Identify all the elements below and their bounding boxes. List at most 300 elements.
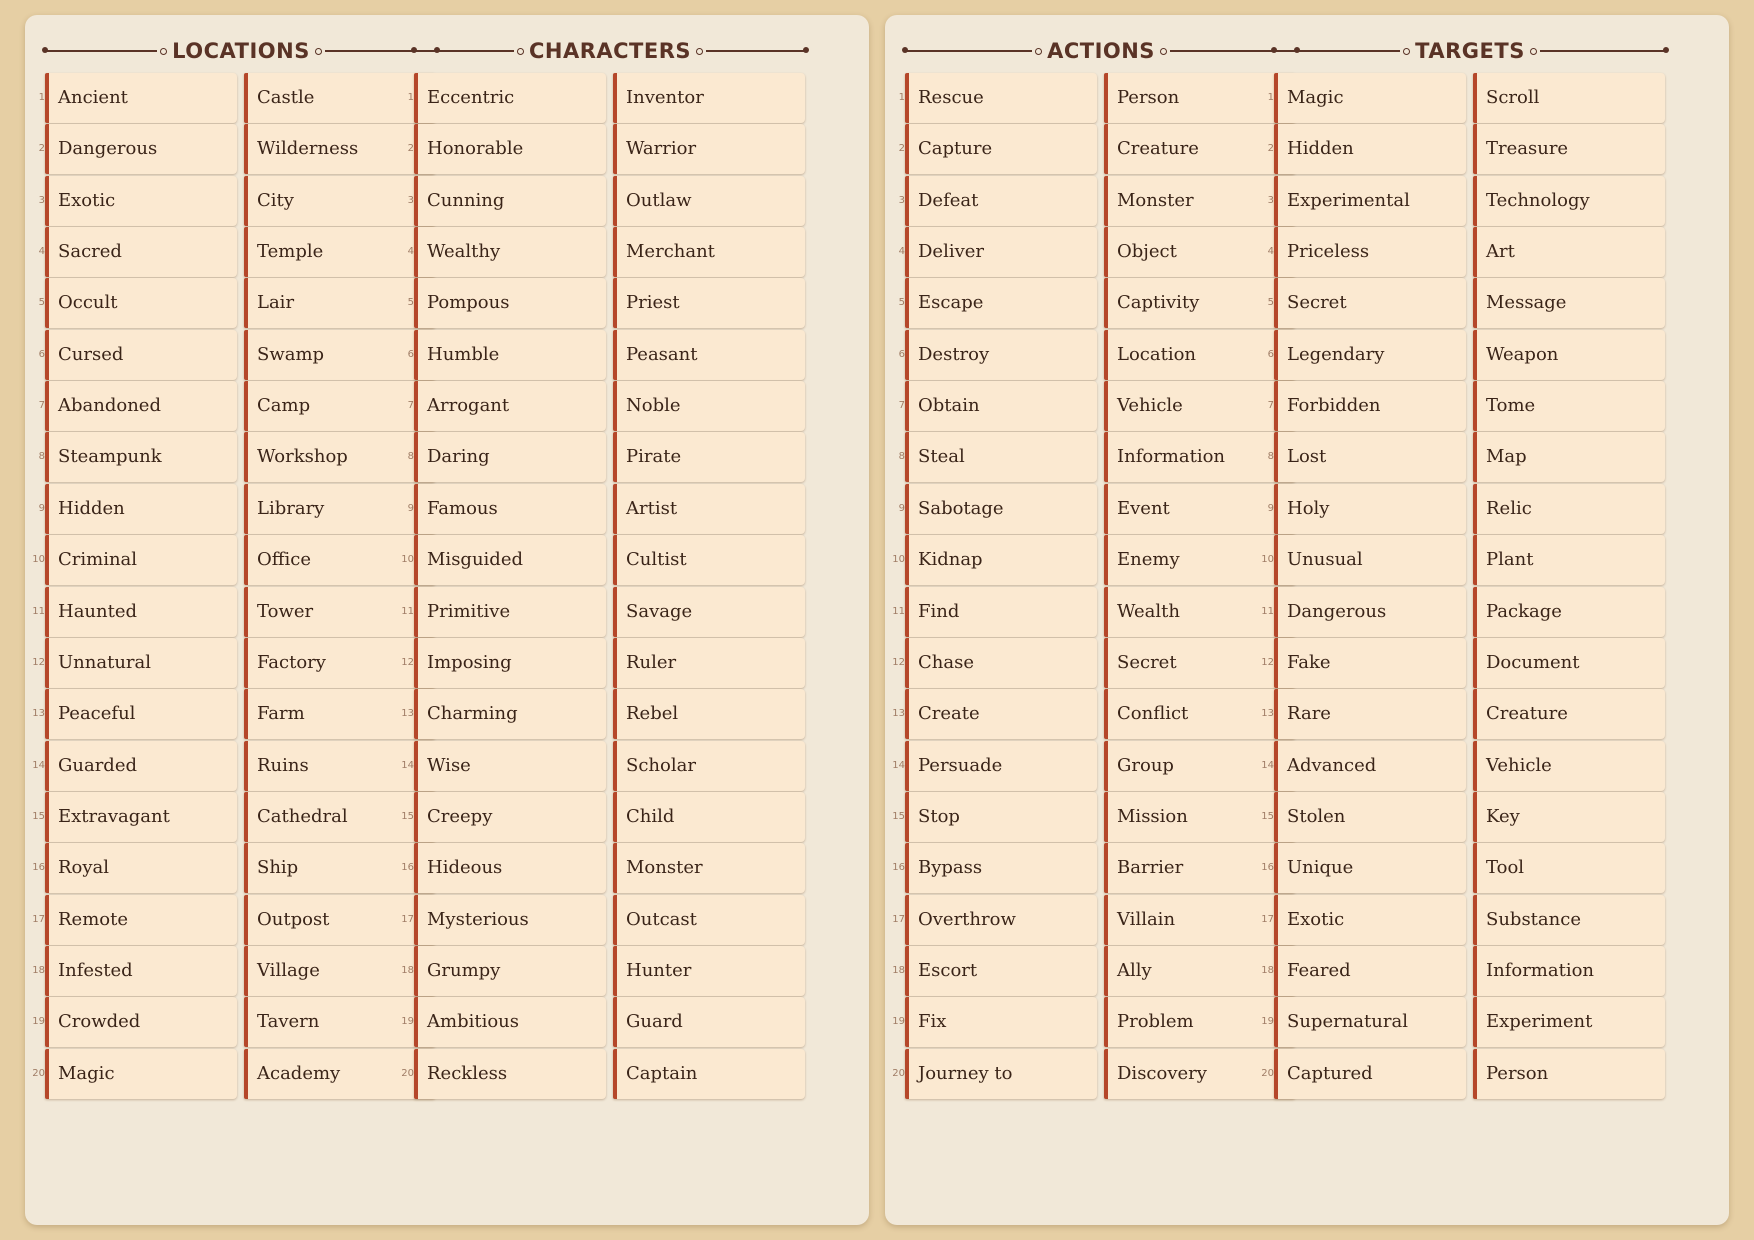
table-cell-descriptor: Hidden [45, 484, 237, 534]
row-number: 13 [401, 708, 414, 720]
row-number: 7 [1267, 400, 1274, 412]
header-ornament-left [1274, 50, 1400, 52]
row-number: 3 [38, 194, 45, 206]
table-row [885, 227, 1277, 277]
table-row [394, 124, 786, 174]
table-cell-descriptor: Advanced [1274, 741, 1466, 791]
table-row [394, 792, 786, 842]
table-cell-descriptor: Occult [45, 278, 237, 328]
table-cell-descriptor: Bypass [905, 843, 1097, 893]
table-cell-noun: Event [1104, 484, 1296, 534]
table-cell-noun: Merchant [613, 227, 805, 277]
row-number: 5 [38, 297, 45, 309]
table-cell-noun: Warrior [613, 124, 805, 174]
table-cell-noun: Factory [244, 638, 436, 688]
table-row [1254, 278, 1646, 328]
table-row [1254, 484, 1646, 534]
table-row [1254, 843, 1646, 893]
table-cell-noun: Priest [613, 278, 805, 328]
table-cell-descriptor: Crowded [45, 997, 237, 1047]
table-row [885, 741, 1277, 791]
table-cell-noun: Outpost [244, 895, 436, 945]
row-number: 17 [892, 913, 905, 925]
table-cell-noun: Ally [1104, 946, 1296, 996]
table-cell-noun: Vehicle [1473, 741, 1665, 791]
table-cell-descriptor: Chase [905, 638, 1097, 688]
table-row [394, 381, 786, 431]
table-row [25, 895, 417, 945]
table-cell-descriptor: Misguided [414, 535, 606, 585]
row-number: 14 [1261, 759, 1274, 771]
table-cell-descriptor: Magic [45, 1049, 237, 1099]
row-number: 19 [401, 1016, 414, 1028]
section-actions [885, 15, 1277, 1225]
table-cell-noun: Cathedral [244, 792, 436, 842]
section-title: LOCATIONS [172, 39, 310, 63]
table-row [1254, 792, 1646, 842]
table-row [25, 689, 417, 739]
table-cell-descriptor: Forbidden [1274, 381, 1466, 431]
row-number: 10 [1261, 554, 1274, 566]
row-number: 17 [32, 913, 45, 925]
table-cell-descriptor: Pompous [414, 278, 606, 328]
table-row [1254, 895, 1646, 945]
table-row [885, 895, 1277, 945]
table-cell-descriptor: Secret [1274, 278, 1466, 328]
row-number: 3 [898, 194, 905, 206]
table-row [885, 432, 1277, 482]
section-header-characters [414, 35, 806, 67]
table-row [885, 73, 1277, 123]
row-number: 9 [407, 502, 414, 514]
table-cell-descriptor: Defeat [905, 176, 1097, 226]
table-cell-descriptor: Wealthy [414, 227, 606, 277]
row-number: 3 [1267, 194, 1274, 206]
table-cell-descriptor: Rare [1274, 689, 1466, 739]
table-cell-descriptor: Persuade [905, 741, 1097, 791]
table-cell-descriptor: Fix [905, 997, 1097, 1047]
row-number: 11 [32, 605, 45, 617]
header-dot-left [1035, 48, 1042, 55]
table-cell-descriptor: Remote [45, 895, 237, 945]
table-cell-descriptor: Escort [905, 946, 1097, 996]
table-cell-descriptor: Cursed [45, 330, 237, 380]
table-cell-noun: Creature [1473, 689, 1665, 739]
table-row [25, 176, 417, 226]
row-number: 13 [1261, 708, 1274, 720]
table-cell-descriptor: Mysterious [414, 895, 606, 945]
table-cell-descriptor: Hidden [1274, 124, 1466, 174]
table-row [25, 946, 417, 996]
table-row [25, 792, 417, 842]
table-cell-descriptor: Rescue [905, 73, 1097, 123]
table-cell-noun: Vehicle [1104, 381, 1296, 431]
row-number: 6 [898, 348, 905, 360]
row-number: 4 [407, 246, 414, 258]
table-row [25, 73, 417, 123]
table-row [1254, 381, 1646, 431]
table-cell-noun: Farm [244, 689, 436, 739]
table-row [394, 946, 786, 996]
row-number: 16 [892, 862, 905, 874]
table-cell-noun: Villain [1104, 895, 1296, 945]
row-number: 4 [1267, 246, 1274, 258]
table-cell-noun: Scroll [1473, 73, 1665, 123]
table-row [25, 638, 417, 688]
table-row [25, 997, 417, 1047]
row-number: 13 [32, 708, 45, 720]
section-header-actions [905, 35, 1297, 67]
table-cell-noun: Tower [244, 587, 436, 637]
table-cell-descriptor: Lost [1274, 432, 1466, 482]
row-number: 8 [38, 451, 45, 463]
table-cell-noun: Secret [1104, 638, 1296, 688]
table-cell-noun: Artist [613, 484, 805, 534]
table-row [1254, 73, 1646, 123]
table-cell-descriptor: Royal [45, 843, 237, 893]
row-number: 14 [401, 759, 414, 771]
table-cell-noun: Location [1104, 330, 1296, 380]
table-cell-descriptor: Stop [905, 792, 1097, 842]
table-cell-descriptor: Escape [905, 278, 1097, 328]
table-row [1254, 227, 1646, 277]
table-row [1254, 124, 1646, 174]
row-number: 10 [32, 554, 45, 566]
table-cell-descriptor: Unnatural [45, 638, 237, 688]
table-row [25, 535, 417, 585]
row-number: 15 [401, 810, 414, 822]
table-cell-noun: Monster [613, 843, 805, 893]
table-cell-noun: Person [1473, 1049, 1665, 1099]
table-cell-descriptor: Arrogant [414, 381, 606, 431]
table-row [1254, 176, 1646, 226]
row-number: 11 [1261, 605, 1274, 617]
header-dot-left [517, 48, 524, 55]
row-number: 1 [38, 92, 45, 103]
row-number: 1 [407, 92, 414, 103]
header-dot-right [1530, 48, 1537, 55]
section-locations [25, 15, 417, 1225]
table-cell-descriptor: Holy [1274, 484, 1466, 534]
right-panel [885, 15, 1729, 1225]
table-cell-noun: Outlaw [613, 176, 805, 226]
table-cell-descriptor: Eccentric [414, 73, 606, 123]
section-header-targets [1274, 35, 1666, 67]
row-number: 14 [892, 759, 905, 771]
table-cell-noun: Ship [244, 843, 436, 893]
header-dot-right [696, 48, 703, 55]
table-cell-descriptor: Creepy [414, 792, 606, 842]
table-row [25, 741, 417, 791]
table-cell-noun: Art [1473, 227, 1665, 277]
table-row [394, 484, 786, 534]
table-cell-noun: Wilderness [244, 124, 436, 174]
row-number: 1 [1267, 92, 1274, 103]
table-cell-noun: Peasant [613, 330, 805, 380]
table-cell-noun: Experiment [1473, 997, 1665, 1047]
table-cell-noun: Message [1473, 278, 1665, 328]
table-cell-descriptor: Sabotage [905, 484, 1097, 534]
row-number: 18 [32, 964, 45, 976]
header-dot-right [1160, 48, 1167, 55]
table-cell-noun: Captivity [1104, 278, 1296, 328]
table-row [1254, 946, 1646, 996]
table-row [25, 278, 417, 328]
table-cell-descriptor: Fake [1274, 638, 1466, 688]
header-dot-left [160, 48, 167, 55]
table-cell-descriptor: Unique [1274, 843, 1466, 893]
table-cell-noun: Savage [613, 587, 805, 637]
section-title: ACTIONS [1047, 39, 1155, 63]
table-row [394, 432, 786, 482]
row-number: 3 [407, 194, 414, 206]
row-number: 6 [1267, 348, 1274, 360]
table-cell-noun: City [244, 176, 436, 226]
table-row [1254, 997, 1646, 1047]
header-ornament-left [414, 50, 514, 52]
row-number: 2 [1267, 143, 1274, 155]
table-cell-descriptor: Honorable [414, 124, 606, 174]
row-number: 11 [892, 605, 905, 617]
table-row [1254, 535, 1646, 585]
left-panel [25, 15, 869, 1225]
row-number: 6 [38, 348, 45, 360]
table-cell-noun: Discovery [1104, 1049, 1296, 1099]
row-number: 1 [898, 92, 905, 103]
table-row [885, 176, 1277, 226]
row-number: 5 [898, 297, 905, 309]
table-cell-noun: Document [1473, 638, 1665, 688]
table-cell-descriptor: Dangerous [1274, 587, 1466, 637]
row-number: 2 [407, 143, 414, 155]
row-number: 16 [32, 862, 45, 874]
table-cell-noun: Creature [1104, 124, 1296, 174]
table-row [1254, 741, 1646, 791]
table-row [1254, 689, 1646, 739]
table-cell-noun: Object [1104, 227, 1296, 277]
table-cell-noun: Treasure [1473, 124, 1665, 174]
header-ornament-left [905, 50, 1032, 52]
table-cell-noun: Noble [613, 381, 805, 431]
table-cell-descriptor: Journey to [905, 1049, 1097, 1099]
table-cell-descriptor: Priceless [1274, 227, 1466, 277]
row-number: 18 [892, 964, 905, 976]
table-cell-noun: Outcast [613, 895, 805, 945]
row-number: 8 [1267, 451, 1274, 463]
row-number: 15 [1261, 810, 1274, 822]
table-cell-noun: Cultist [613, 535, 805, 585]
row-number: 2 [898, 143, 905, 155]
table-cell-noun: Substance [1473, 895, 1665, 945]
header-ornament-right [706, 50, 806, 52]
table-row [394, 227, 786, 277]
section-targets [1254, 15, 1646, 1225]
row-number: 9 [38, 502, 45, 514]
table-cell-descriptor: Peaceful [45, 689, 237, 739]
table-cell-noun: Package [1473, 587, 1665, 637]
table-cell-noun: Inventor [613, 73, 805, 123]
table-row [885, 278, 1277, 328]
table-cell-descriptor: Extravagant [45, 792, 237, 842]
table-cell-noun: Temple [244, 227, 436, 277]
table-row [25, 432, 417, 482]
table-row [885, 792, 1277, 842]
table-cell-descriptor: Infested [45, 946, 237, 996]
table-cell-descriptor: Abandoned [45, 381, 237, 431]
table-cell-descriptor: Exotic [45, 176, 237, 226]
row-number: 7 [38, 400, 45, 412]
table-cell-noun: Person [1104, 73, 1296, 123]
table-cell-noun: Information [1473, 946, 1665, 996]
table-cell-noun: Map [1473, 432, 1665, 482]
table-cell-noun: Academy [244, 1049, 436, 1099]
row-number: 2 [38, 143, 45, 155]
table-cell-descriptor: Wise [414, 741, 606, 791]
table-cell-noun: Guard [613, 997, 805, 1047]
table-row [1254, 638, 1646, 688]
table-cell-noun: Pirate [613, 432, 805, 482]
table-row [885, 587, 1277, 637]
table-cell-descriptor: Obtain [905, 381, 1097, 431]
table-row [25, 381, 417, 431]
table-cell-noun: Technology [1473, 176, 1665, 226]
row-number: 20 [892, 1067, 905, 1079]
table-cell-descriptor: Deliver [905, 227, 1097, 277]
table-row [394, 895, 786, 945]
row-number: 9 [898, 502, 905, 514]
table-row [25, 1049, 417, 1099]
section-title: TARGETS [1415, 39, 1525, 63]
row-number: 8 [898, 451, 905, 463]
table-row [394, 587, 786, 637]
row-number: 19 [892, 1016, 905, 1028]
section-title: CHARACTERS [528, 39, 692, 63]
table-row [394, 176, 786, 226]
table-cell-noun: Barrier [1104, 843, 1296, 893]
table-row [1254, 587, 1646, 637]
table-cell-noun: Weapon [1473, 330, 1665, 380]
table-cell-noun: Hunter [613, 946, 805, 996]
table-row [394, 73, 786, 123]
table-cell-noun: Rebel [613, 689, 805, 739]
table-cell-noun: Enemy [1104, 535, 1296, 585]
table-row [25, 843, 417, 893]
table-cell-descriptor: Primitive [414, 587, 606, 637]
table-row [885, 689, 1277, 739]
table-cell-descriptor: Reckless [414, 1049, 606, 1099]
table-cell-descriptor: Haunted [45, 587, 237, 637]
table-cell-descriptor: Grumpy [414, 946, 606, 996]
row-number: 10 [892, 554, 905, 566]
table-cell-noun: Captain [613, 1049, 805, 1099]
table-cell-descriptor: Ambitious [414, 997, 606, 1047]
row-number: 7 [407, 400, 414, 412]
table-cell-noun: Group [1104, 741, 1296, 791]
row-number: 17 [1261, 913, 1274, 925]
section-characters [394, 15, 786, 1225]
table-cell-noun: Office [244, 535, 436, 585]
row-number: 20 [1261, 1067, 1274, 1079]
row-number: 5 [1267, 297, 1274, 309]
table-cell-descriptor: Overthrow [905, 895, 1097, 945]
table-cell-noun: Wealth [1104, 587, 1296, 637]
header-dot-right [315, 48, 322, 55]
row-number: 16 [1261, 862, 1274, 874]
row-number: 12 [1261, 656, 1274, 668]
table-cell-descriptor: Guarded [45, 741, 237, 791]
table-row [394, 1049, 786, 1099]
table-cell-noun: Key [1473, 792, 1665, 842]
table-cell-noun: Tavern [244, 997, 436, 1047]
table-row [885, 997, 1277, 1047]
table-cell-descriptor: Imposing [414, 638, 606, 688]
table-cell-noun: Information [1104, 432, 1296, 482]
table-row [394, 843, 786, 893]
table-cell-descriptor: Captured [1274, 1049, 1466, 1099]
table-cell-noun: Camp [244, 381, 436, 431]
table-row [394, 689, 786, 739]
table-cell-descriptor: Legendary [1274, 330, 1466, 380]
table-row [394, 330, 786, 380]
row-number: 12 [32, 656, 45, 668]
table-cell-descriptor: Criminal [45, 535, 237, 585]
row-number: 14 [32, 759, 45, 771]
row-number: 15 [892, 810, 905, 822]
row-number: 12 [892, 656, 905, 668]
table-cell-noun: Scholar [613, 741, 805, 791]
table-cell-noun: Plant [1473, 535, 1665, 585]
row-number: 18 [401, 964, 414, 976]
table-row [885, 843, 1277, 893]
table-cell-noun: Swamp [244, 330, 436, 380]
row-number: 10 [401, 554, 414, 566]
table-cell-descriptor: Supernatural [1274, 997, 1466, 1047]
header-ornament-right [1540, 50, 1666, 52]
table-row [25, 484, 417, 534]
table-row [885, 535, 1277, 585]
row-number: 15 [32, 810, 45, 822]
table-cell-noun: Conflict [1104, 689, 1296, 739]
row-number: 4 [38, 246, 45, 258]
table-cell-noun: Ruler [613, 638, 805, 688]
table-row [885, 124, 1277, 174]
table-cell-noun: Tool [1473, 843, 1665, 893]
table-row [394, 278, 786, 328]
table-cell-noun: Problem [1104, 997, 1296, 1047]
table-row [1254, 432, 1646, 482]
table-cell-descriptor: Daring [414, 432, 606, 482]
table-cell-descriptor: Hideous [414, 843, 606, 893]
table-row [394, 535, 786, 585]
table-cell-descriptor: Capture [905, 124, 1097, 174]
row-number: 18 [1261, 964, 1274, 976]
table-cell-descriptor: Kidnap [905, 535, 1097, 585]
row-number: 4 [898, 246, 905, 258]
table-cell-noun: Village [244, 946, 436, 996]
table-row [394, 997, 786, 1047]
table-cell-descriptor: Experimental [1274, 176, 1466, 226]
table-cell-noun: Library [244, 484, 436, 534]
table-cell-descriptor: Destroy [905, 330, 1097, 380]
table-row [1254, 330, 1646, 380]
table-cell-descriptor: Feared [1274, 946, 1466, 996]
table-row [885, 1049, 1277, 1099]
table-cell-descriptor: Magic [1274, 73, 1466, 123]
table-row [394, 741, 786, 791]
table-row [25, 124, 417, 174]
header-ornament-left [45, 50, 157, 52]
table-cell-descriptor: Dangerous [45, 124, 237, 174]
